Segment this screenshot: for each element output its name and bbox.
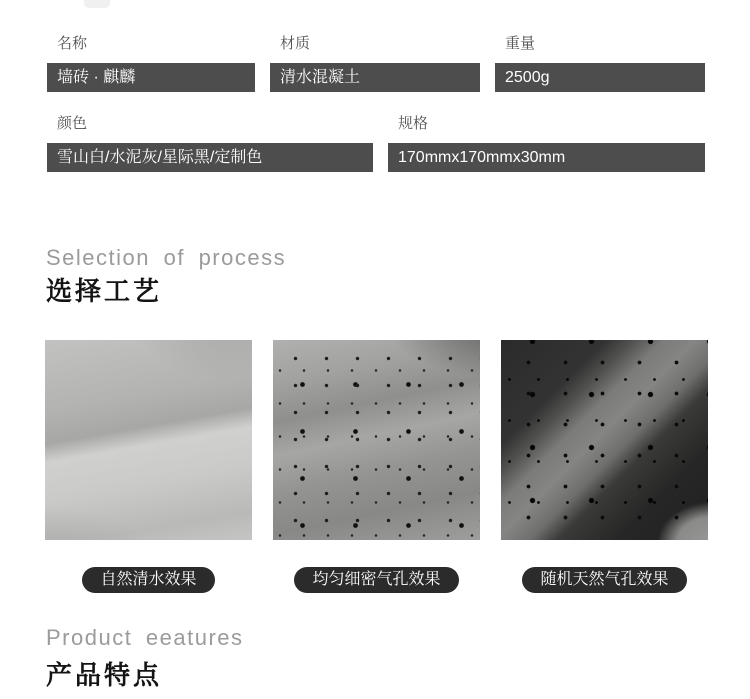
spec-label-material: 材质 [280, 35, 311, 52]
spec-value-name: 墙砖 · 麒麟 [47, 63, 255, 92]
process-item-fine-pores [273, 340, 480, 593]
texture-image-smooth-light-concrete [45, 340, 252, 540]
process-item-natural [45, 340, 252, 593]
spec-value-weight: 2500g [495, 63, 705, 92]
process-section-title-en: Selection of process [46, 245, 287, 270]
process-tiles-row [45, 340, 708, 593]
features-section-title-en: Product eeatures [46, 625, 244, 650]
process-section-title-zh: 选择工艺 [46, 276, 163, 306]
spec-value-size: 170mmx170mmx30mm [388, 143, 705, 172]
page-top-fragment [84, 0, 110, 8]
spec-value-color: 雪山白/水泥灰/星际黑/定制色 [47, 143, 373, 172]
process-caption-pill: 随机天然气孔效果 [522, 567, 686, 593]
texture-image-fine-pores-gray-concrete [273, 340, 480, 540]
spec-value-material: 清水混凝土 [270, 63, 480, 92]
spec-label-size: 规格 [398, 115, 429, 132]
spec-label-color: 颜色 [57, 115, 88, 132]
process-caption-pill: 自然清水效果 [82, 567, 214, 593]
spec-label-weight: 重量 [505, 35, 536, 52]
process-caption-pill: 均匀细密气孔效果 [294, 567, 458, 593]
texture-image-random-pores-dark-concrete [501, 340, 708, 540]
spec-label-name: 名称 [57, 35, 88, 52]
features-section-title-zh: 产品特点 [46, 660, 163, 690]
process-item-random-pores [501, 340, 708, 593]
